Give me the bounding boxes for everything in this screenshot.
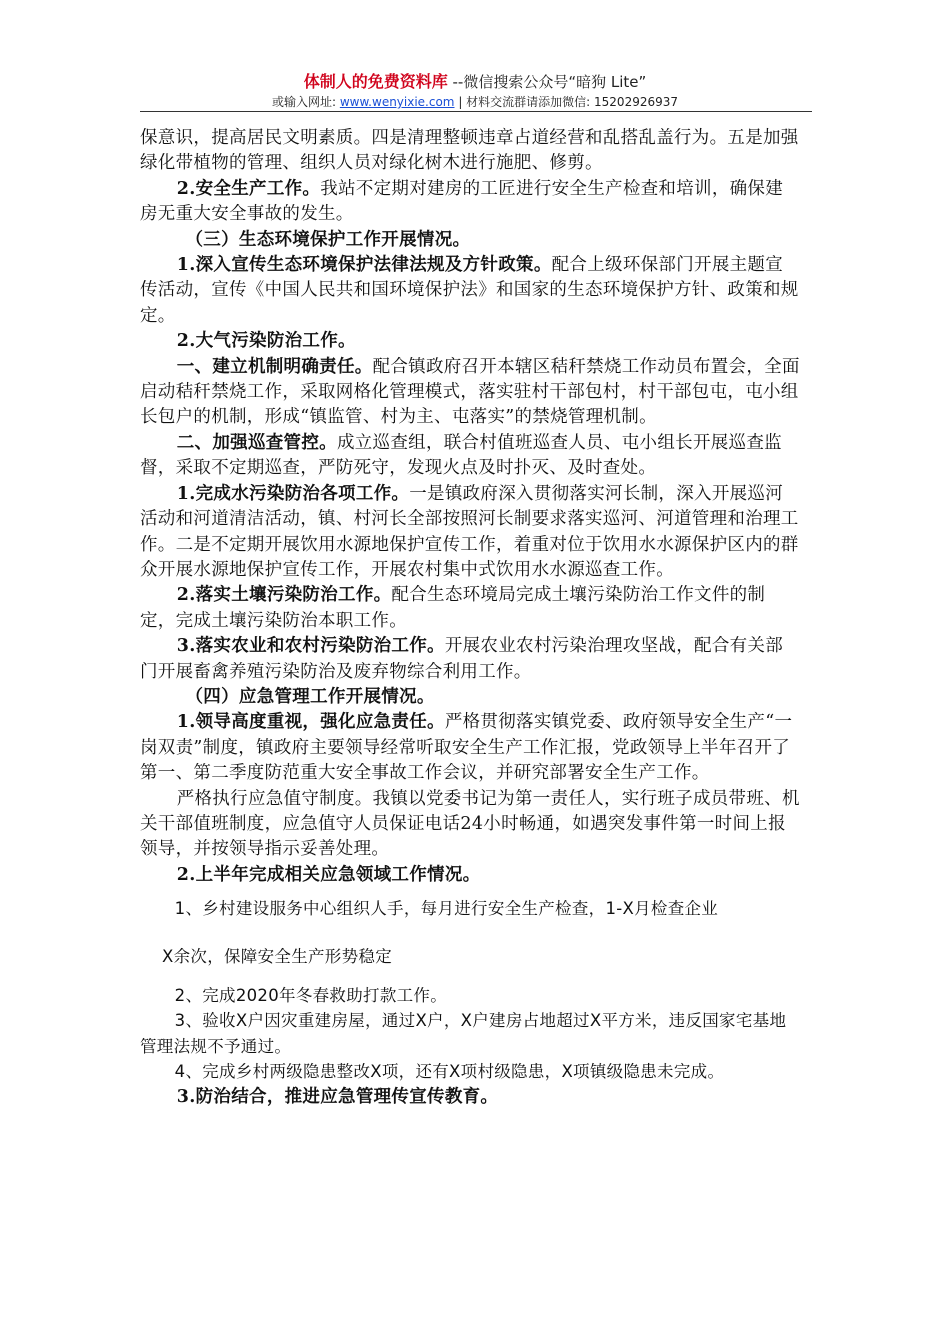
paragraph [140, 1085, 800, 1110]
paragraph-heading: 3.防治结合，推进应急管理传宣传教育。 [176, 1086, 499, 1107]
paragraph-text: 严格贯彻落实镇党委、政府领导安全生产“一岗双责”制度，镇政府主要领导经常听取安全生产工作汇报，党政领导上半年召开了第一、第二季度防范重大安全事故工作会议，并研究部署安全生产工作。 [140, 712, 793, 784]
list-item: 4、完成乡村两级隐患整改X项，还有X项村级隐患，X项镇级隐患未完成。 [174, 1062, 725, 1082]
paragraph [140, 253, 800, 329]
list-item: 3、验收X户因灾重建房屋，通过X户，X户建房占地超过X平方米，违反国家宅基地管理法规不予通过。 [140, 1011, 787, 1056]
paragraph-heading: 2.安全生产工作。 [176, 178, 321, 199]
url-prefix: 或输入网址: [271, 95, 340, 109]
paragraph-text: 配合镇政府召开本辖区秸秆禁烧工作动员布置会，全面启动秸秆禁烧工作，采取网格化管理模式，落实驻村干部包村，村干部包屯，屯小组长包户的机制，形成“镇监管、村为主、屯落实”的禁烧管理机制。 [140, 356, 800, 428]
paragraph: 保意识，提高居民文明素质。四是清理整顿违章占道经营和乱搭乱盖行为。五是加强绿化带植物的管理、组织人员对绿化树木进行施肥、修剪。 [140, 128, 799, 174]
paragraph-heading: 一、建立机制明确责任。 [176, 356, 373, 377]
paragraph [140, 863, 800, 888]
header-contact-line [0, 93, 950, 111]
paragraph-heading: 1.深入宣传生态环境保护法律法规及方针政策。 [176, 255, 552, 276]
header-tagline: --微信搜索公众号“暗狗 Lite” [447, 73, 647, 91]
paragraph-text: 配合上级环保部门开展主题宣传活动，宣传《中国人民共和国环境保护法》和国家的生态环境保护方针、政策和规定。 [140, 255, 799, 326]
list-item: 2、完成2020年冬春救助打款工作。 [174, 986, 448, 1005]
paragraph-heading: 2.大气污染防治工作。 [176, 331, 356, 352]
paragraph-heading: 2.上半年完成相关应急领域工作情况。 [176, 864, 481, 885]
paragraph [140, 634, 800, 685]
paragraph-heading: 二、加强巡查管控。 [176, 432, 337, 453]
brand-title: 体制人的免费资料库 [303, 72, 448, 91]
list-item-continuation: X余次，保障安全生产形势稳定 [162, 946, 393, 966]
paragraph [140, 482, 800, 584]
paragraph [140, 177, 800, 228]
paragraph [140, 329, 800, 354]
header-divider [140, 111, 812, 112]
paragraph [140, 583, 800, 634]
paragraph-text: 配合生态环境局完成土壤污染防治工作文件的制定，完成土壤污染防治本职工作。 [140, 585, 766, 631]
paragraph: 严格执行应急值守制度。我镇以党委书记为第一责任人，实行班子成员带班、机关干部值班制度，应急值守人员保证电话24小时畅通，如遇突发事件第一时间上报领导，并按领导指示妥善处理。 [140, 788, 800, 860]
contact-info: | 材料交流群请添加微信: 15202926937 [454, 95, 679, 109]
section-heading: （四）应急管理工作开展情况。 [185, 686, 435, 707]
paragraph-heading: 1.领导高度重视，强化应急责任。 [176, 712, 445, 733]
paragraph-heading: 3.落实农业和农村污染防治工作。 [176, 636, 445, 657]
header-title-line [0, 72, 950, 92]
paragraph-text: 一是镇政府深入贯彻落实河长制，深入开展巡河活动和河道清洁活动，镇、村河长全部按照河长制要求落实巡河、河道管理和治理工作。二是不定期开展饮用水源地保护宣传工作，着重对位于饮用水水源保护区内的群众开展水源地保护宣传工作，开展农村集中式饮用水水源巡查工作。 [140, 483, 799, 580]
website-link[interactable]: www.wenyixie.com [339, 95, 455, 109]
paragraph-text: 开展农业农村污染治理攻坚战，配合有关部门开展畜禽养殖污染防治及废弃物综合利用工作。 [140, 636, 784, 682]
paragraph [140, 355, 800, 431]
list-item: 1、乡村建设服务中心组织人手，每月进行安全生产检查，1-X月检查企业 [174, 899, 719, 919]
paragraph-text: 我站不定期对建房的工匠进行安全生产检查和培训，确保建房无重大安全事故的发生。 [140, 178, 784, 225]
section-heading: （三）生态环境保护工作开展情况。 [185, 229, 471, 250]
paragraph [140, 431, 800, 482]
paragraph-heading: 1.完成水污染防治各项工作。 [176, 483, 410, 504]
paragraph-text: 成立巡查组，联合村值班巡查人员、屯小组长开展巡查监督，采取不定期巡查，严防死守，发现火点及时扑灭、及时查处。 [140, 432, 782, 479]
paragraph [140, 710, 800, 786]
paragraph-heading: 2.落实土壤污染防治工作。 [176, 585, 392, 606]
page-header [0, 72, 950, 111]
document-body [140, 126, 800, 1110]
